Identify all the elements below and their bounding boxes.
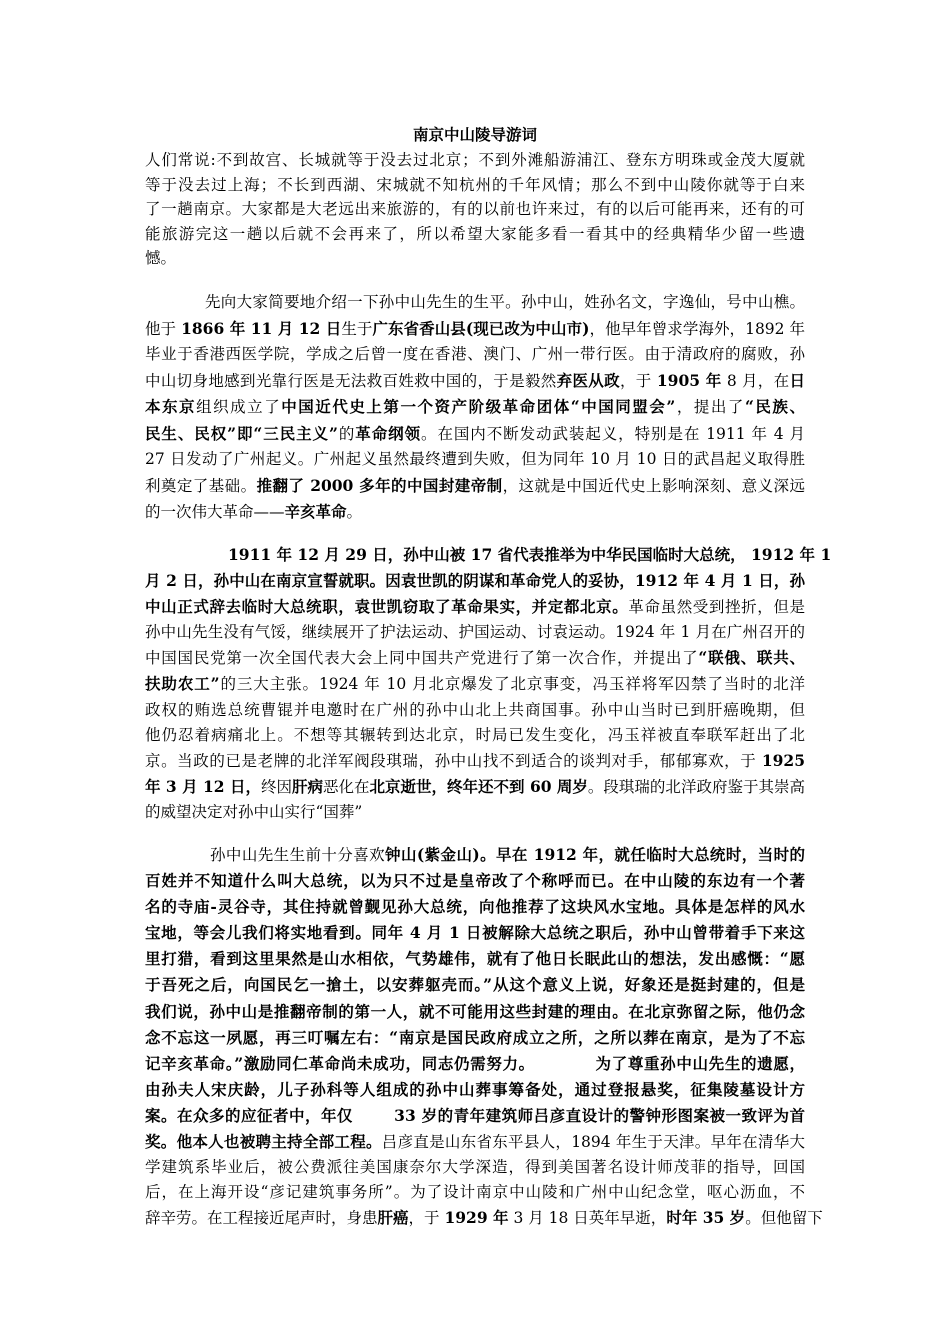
text-line	[145, 222, 805, 247]
body-text: ，于	[619, 371, 657, 390]
bold-text: 北京逝世，终年还不到 60 周岁	[369, 776, 588, 796]
bold-text: 中山正式辞去临时大总统职，袁世凯窃取了革命果实，并定都北京。	[145, 597, 629, 617]
bold-text: 弃医从政	[556, 370, 620, 390]
body-text: 先向大家简要地介绍一下孙中山先生的生平。孙中山，姓孙名文，字逸仙，号中山樵。	[205, 293, 805, 311]
paragraph-biography	[145, 290, 805, 526]
body-text: ，这就是中国近代史上影响深刻、意义深远	[502, 476, 805, 495]
bold-text: 案。在众多的应征者中，年仅 33 岁的青年建筑师吕彦直设计的警钟形图案被一致评为首	[145, 1105, 805, 1125]
bold-text: 时年 35 岁	[666, 1208, 746, 1228]
bold-text: 名的寺庙-灵谷寺，其住持就曾觐见孙大总统，向他推荐了这块风水宝地。具体是怎样的风水	[145, 897, 805, 917]
body-text: 辞辛劳。在工程接近尾声时，身患	[145, 1209, 378, 1228]
bold-text: 本东京	[145, 397, 197, 416]
body-text: 孙中山先生没有气馁，继续展开了护法运动、护国运动、讨袁运动。1924 年 1 月在广州召开的	[145, 623, 805, 642]
bold-text: 辛亥革命	[284, 502, 347, 521]
body-text: 终因	[260, 777, 292, 796]
text-line	[145, 1051, 805, 1077]
bold-text: 1905 年	[656, 370, 722, 390]
body-text: 。	[346, 503, 363, 521]
bold-text: 1925	[761, 750, 805, 770]
body-text: 。段琪瑞的北洋政府鉴于其崇高	[587, 777, 805, 796]
body-text: 的	[337, 424, 356, 443]
bold-text: 1929 年	[444, 1208, 509, 1228]
bold-text: 里打猎，看到这里果然是山水相依，气势雄伟，就有了他日长眠此山的想法，发出感慨：“愿	[145, 949, 805, 969]
text-line	[145, 1077, 805, 1103]
body-text: 人们常说:不到故宫、长城就等于没去过北京；不到外滩船游浦江、登东方明珠或金茂大厦就	[145, 151, 805, 169]
text-line	[145, 246, 805, 271]
bold-text: “联俄、联共、	[698, 648, 805, 668]
bold-text: 年 3 月 12 日，	[145, 776, 261, 796]
text-line	[145, 342, 805, 368]
body-text: 的一次伟大革命——	[145, 503, 285, 521]
body-text: ，他早年曾求学海外，1892 年	[589, 319, 806, 338]
body-text: 恶化在	[323, 777, 370, 796]
text-line	[145, 421, 805, 448]
bold-text: 推翻了 2000 多年的中国封建帝制	[256, 475, 503, 495]
text-line	[145, 447, 805, 473]
body-text: 8 月，在	[721, 371, 790, 390]
text-line	[145, 594, 805, 620]
text-line	[145, 920, 805, 946]
bold-text: 月 2 日，孙中山在南京宣誓就职。因袁世凯的阴谋和革命党人的妥协，1912 年 4 月 1 日，孙	[145, 571, 805, 591]
bold-text: 钟山(紫金山)。早在 1912 年，就任临时大总统时，当时的	[385, 845, 805, 864]
bold-text: 民生、民权”即“三民主义”	[145, 423, 338, 443]
paragraph-mausoleum	[145, 842, 823, 1231]
bold-text: 由孙夫人宋庆龄，儿子孙科等人组成的孙中山葬事筹备处，通过登报悬奖，征集陵墓设计方	[145, 1079, 805, 1099]
body-text: 。但他留下	[745, 1209, 823, 1228]
text-line	[145, 1180, 805, 1205]
text-line	[145, 368, 805, 395]
body-text: 他仍忍着病痛北上。不想等其辗转到达北京，时局已发生变化，冯玉祥被直奉联军赶出了北	[145, 725, 805, 744]
text-line	[145, 197, 805, 222]
text-line	[145, 800, 805, 825]
bold-text: 中国近代史上第一个资产阶级革命团体“中国同盟会”	[281, 397, 676, 416]
body-text: 他于	[145, 319, 182, 338]
body-text: 京。当政的已是老牌的北洋军阀段琪瑞，孙中山找不到适合的谈判对手，郁郁寡欢，于	[145, 751, 762, 770]
body-text: 憾。	[145, 249, 177, 267]
body-text: 27 日发动了广州起义。广州起义虽然最终遭到失败，但为同年 10 月 10 日的武昌起义取得胜	[145, 450, 805, 468]
body-text: 孙中山先生生前十分喜欢	[210, 846, 386, 864]
bold-text: “民族、	[744, 397, 805, 416]
bold-text: 肝癌	[377, 1208, 409, 1228]
body-text: 政权的贿选总统曹锟并电邀时在广州的孙中山北上共商国事。孙中山当时已到肝癌晚期，但	[145, 700, 805, 719]
text-line	[145, 316, 805, 343]
body-text: 吕彦直是山东省东平县人，1894 年生于天津。早年在清华大	[381, 1133, 805, 1152]
text-line	[145, 868, 805, 894]
bold-text: 肝病	[291, 776, 323, 796]
body-text: 等于没去过上海；不长到西湖、宋城就不知杭州的千年风情；那么不到中山陵你就等于白来	[145, 175, 805, 194]
body-text: ，于	[408, 1209, 445, 1228]
text-line	[145, 148, 805, 173]
bold-text: 奖。他本人也被聘主持全部工程。	[145, 1132, 382, 1152]
text-line	[145, 1025, 805, 1051]
bold-text: 记辛亥革命。”激励同仁革命尚未成功，同志仍需努力。 为了尊重孙中山先生的遗愿，	[145, 1053, 805, 1073]
body-text: 3 月 18 日英年早逝，	[508, 1209, 667, 1228]
body-text: 中国国民党第一次全国代表大会上同中国共产党进行了第一次合作，并提出了	[145, 649, 699, 668]
bold-text: 革命纲领	[355, 423, 422, 443]
text-line	[145, 1205, 823, 1231]
text-line	[145, 999, 805, 1025]
text-line	[145, 290, 805, 316]
bold-text: 日	[789, 370, 805, 390]
body-text: 了一趟南京。大家都是大老远出来旅游的，有的以前也许来过，有的以后可能再来，还有的可	[145, 200, 805, 218]
body-text: 学建筑系毕业后，被公费派往美国康奈尔大学深造，得到美国著名设计师茂菲的指导，回国	[145, 1158, 805, 1177]
text-line	[145, 499, 805, 526]
body-text: ，提出了	[675, 398, 745, 416]
bold-text: 于吾死之后，向国民乞一搶土，以安葬躯壳而。”从这个意义上说，好象还是挺封建的，但是	[145, 975, 805, 995]
text-line	[145, 568, 805, 594]
text-line	[145, 473, 805, 500]
body-text: 。在国内不断发动武装起义，特别是在 1911 年 4 月	[421, 424, 805, 443]
text-line	[145, 894, 805, 920]
text-line	[145, 542, 832, 568]
body-text: 中山切身地感到光靠行医是无法救百姓救中国的，于是毅然	[145, 371, 557, 390]
bold-text: 1911 年 12 月 29 日，孙中山被 17 省代表推举为中华民国临时大总统， 1912 年 1	[228, 545, 832, 564]
bold-text: 百姓并不知道什么叫大总统，以为只不过是皇帝改了个称呼而已。在中山陵的东边有一个著	[145, 871, 805, 891]
bold-text: 扶助农工”	[145, 674, 220, 694]
text-line	[145, 842, 805, 868]
body-text: 革命虽然受到挫折，但是	[628, 598, 805, 617]
document-title: 南京中山陵导游词	[412, 125, 537, 144]
body-text: 的三大主张。1924 年 10 月北京爆发了北京事变，冯玉祥将军囚禁了当时的北洋	[219, 675, 805, 694]
text-line	[145, 698, 805, 723]
body-text: 的威望决定对孙中山实行“国葬”	[145, 802, 363, 821]
text-line	[145, 1103, 805, 1129]
text-line	[145, 723, 805, 748]
body-text: 组织成立了	[196, 398, 282, 416]
body-text: 利奠定了基础。	[145, 476, 257, 495]
text-line	[145, 774, 805, 800]
text-line	[145, 1129, 805, 1155]
text-line	[145, 394, 805, 421]
bold-text: 1866 年 11 月 12 日	[181, 318, 342, 338]
text-line	[145, 946, 805, 972]
body-text: 毕业于香港西医学院，学成之后曾一度在香港、澳门、广州一带行医。由于清政府的腐败，孙	[145, 345, 805, 363]
paragraph-presidency	[145, 542, 832, 825]
body-text: 生于	[341, 319, 373, 338]
text-line	[145, 671, 805, 697]
bold-text: 广东省香山县(现已改为中山市)	[372, 318, 590, 338]
text-line	[145, 1155, 805, 1180]
text-line	[145, 645, 805, 671]
bold-text: 念不忘这一夙愿，再三叮嘱左右：“南京是国民政府成立之所，之所以葬在南京，是为了不忘	[145, 1027, 805, 1047]
bold-text: 宝地，等会儿我们将实地看到。同年 4 月 1 日被解除大总统之职后，孙中山曾带着手下来这	[145, 923, 805, 943]
text-line	[145, 748, 805, 774]
bold-text: 我们说，孙中山是推翻帝制的第一人，就不可能用这些封建的理由。在北京弥留之际，他仍念	[145, 1001, 805, 1021]
text-line	[145, 173, 805, 198]
paragraph-intro	[145, 148, 805, 271]
text-line	[145, 972, 805, 998]
body-text: 能旅游完这一趟以后就不会再来了，所以希望大家能多看一看其中的经典精华少留一些遗	[145, 224, 805, 243]
body-text: 后，在上海开设“彦记建筑事务所”。为了设计南京中山陵和广州中山纪念堂，呕心沥血，不	[145, 1183, 805, 1202]
text-line	[145, 620, 805, 645]
